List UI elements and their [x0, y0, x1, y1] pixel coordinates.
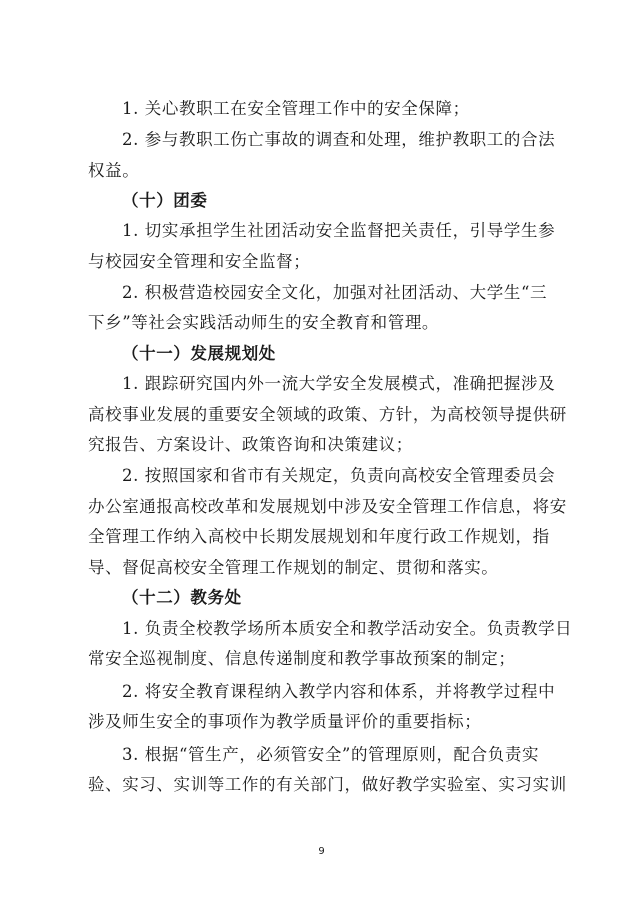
text-line: 常安全巡视制度、信息传递制度和教学事故预案的制定； [88, 649, 516, 668]
text-line: 权益。 [88, 161, 140, 180]
text-line: 全管理工作纳入高校中长期发展规划和年度行政工作规划，指 [88, 527, 550, 546]
text-line: 1. 关心教职工在安全管理工作中的安全保障； [122, 99, 470, 118]
page-number: 9 [318, 846, 325, 857]
text-line: 究报告、方案设计、政策咨询和决策建议； [88, 435, 413, 454]
text-line: 高校事业发展的重要安全领域的政策、方针，为高校领导提供研 [88, 405, 567, 424]
text-line: 验、实习、实训等工作的有关部门，做好教学实验室、实习实训 [88, 775, 567, 794]
text-line: 导、督促高校安全管理工作规划的制定、贯彻和落实。 [88, 558, 499, 577]
text-line: 2. 按照国家和省市有关规定，负责向高校安全管理委员会 [122, 466, 556, 485]
text-line: 3. 根据“管生产，必须管安全”的管理原则，配合负责实 [122, 745, 540, 764]
text-line: 2. 将安全教育课程纳入教学内容和体系，并将教学过程中 [122, 682, 556, 701]
section-heading: （十）团委 [122, 191, 208, 210]
text-line: 2. 参与教职工伤亡事故的调查和处理，维护教职工的合法 [122, 130, 556, 149]
text-line: 办公室通报高校改革和发展规划中涉及安全管理工作信息，将安 [88, 497, 567, 516]
text-line: 涉及师生安全的事项作为教学质量评价的重要指标； [88, 712, 482, 731]
text-line: 与校园安全管理和安全监督； [88, 252, 311, 271]
text-line: 1. 跟踪研究国内外一流大学安全发展模式，准确把握涉及 [122, 374, 556, 393]
text-line: 1. 切实承担学生社团活动安全监督把关责任，引导学生参 [122, 221, 556, 240]
section-heading: （十一）发展规划处 [122, 344, 276, 363]
text-line: 2. 积极营造校园安全文化，加强对社团活动、大学生“三 [122, 283, 548, 302]
text-line: 1. 负责全校教学场所本质安全和教学活动安全。负责教学日 [122, 619, 573, 638]
section-heading: （十二）教务处 [122, 588, 242, 607]
text-line: 下乡”等社会实践活动师生的安全教育和管理。 [88, 313, 440, 332]
